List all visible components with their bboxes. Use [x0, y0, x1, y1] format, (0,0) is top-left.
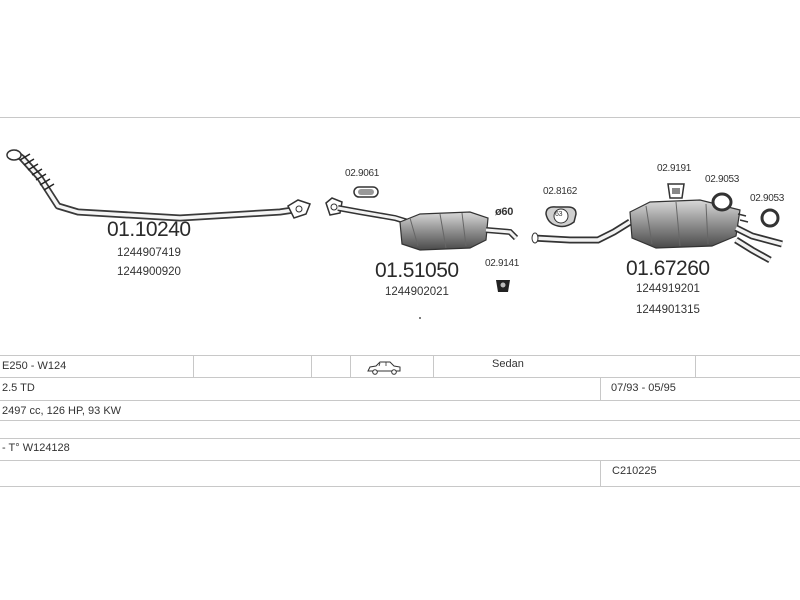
table-row-divider — [0, 377, 800, 378]
center-muffler-drawing[interactable] — [326, 198, 516, 250]
vehicle-specs: 2497 cc, 126 HP, 93 KW — [2, 405, 122, 417]
table-row-divider — [0, 460, 800, 461]
table-row-divider — [0, 420, 800, 421]
vehicle-engine: 2.5 TD — [2, 382, 35, 394]
center-muffler-part-number[interactable]: 01.51050 — [375, 259, 459, 282]
ring-f-label: 02.9053 — [750, 193, 785, 204]
table-col-divider — [433, 355, 434, 377]
mount-02-9141-icon[interactable] — [496, 280, 510, 292]
front-pipe-oe-2: 1244900920 — [117, 266, 181, 278]
rear-muffler-oe-1: 1244919201 — [636, 283, 700, 295]
front-pipe-part-number[interactable]: 01.10240 — [107, 218, 191, 241]
vehicle-years: 07/93 - 05/95 — [611, 382, 676, 394]
clamp-a-label: 02.9061 — [345, 168, 380, 179]
gasket-c-size-label: 63 — [555, 211, 563, 218]
center-muffler-oe-1: 1244902021 — [385, 286, 449, 298]
catalog-code: C210225 — [612, 465, 657, 477]
ring-e-label: 02.9053 — [705, 174, 740, 185]
table-row-divider — [0, 400, 800, 401]
rubber-02-9191-icon[interactable] — [668, 184, 684, 198]
table-top-border — [0, 355, 800, 356]
vehicle-model: E250 - W124 — [2, 360, 67, 372]
sedan-car-icon — [366, 360, 402, 376]
table-col-divider — [311, 355, 312, 377]
table-col-divider — [695, 355, 696, 377]
front-pipe-drawing[interactable] — [7, 150, 310, 218]
table-col-divider — [193, 355, 194, 377]
rubber-d-label: 02.9191 — [657, 163, 692, 174]
front-pipe-oe-1: 1244907419 — [117, 247, 181, 259]
pipe-diameter-label: ø60 — [495, 206, 514, 218]
table-row-divider — [0, 438, 800, 439]
rear-muffler-oe-2: 1244901315 — [636, 304, 700, 316]
table-bottom-border — [0, 486, 800, 487]
vehicle-type-code: - T° W124128 — [2, 442, 70, 454]
vehicle-body-type: Sedan — [492, 358, 524, 370]
table-col-divider — [600, 377, 601, 400]
rear-muffler-part-number[interactable]: 01.67260 — [626, 257, 710, 280]
gasket-c-label: 02.8162 — [543, 186, 578, 197]
ring-02-9053-icon[interactable] — [713, 194, 731, 210]
table-col-divider — [600, 460, 601, 486]
table-col-divider — [350, 355, 351, 377]
mount-b-label: 02.9141 — [485, 258, 520, 269]
ring-02-9053-second-icon[interactable] — [762, 210, 778, 226]
clamp-02-9061-icon[interactable] — [354, 187, 378, 197]
